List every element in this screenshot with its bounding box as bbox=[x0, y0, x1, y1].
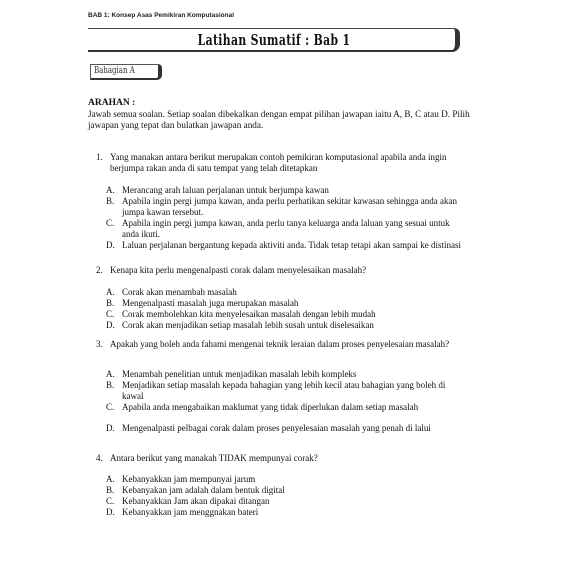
option-letter: B. bbox=[106, 380, 115, 390]
option-3b bbox=[106, 380, 466, 401]
option-letter: A. bbox=[106, 185, 115, 195]
page-title: Latihan Sumatif : Bab 1 bbox=[197, 31, 351, 49]
option-text: Corak akan menjadikan setiap masalah lebih susah untuk diselesaikan bbox=[122, 320, 374, 330]
option-4c bbox=[106, 496, 466, 507]
option-text: Kebanyakan jam adalah dalam bentuk digital bbox=[122, 485, 285, 495]
option-4a bbox=[106, 474, 466, 485]
option-letter: B. bbox=[106, 485, 115, 495]
option-text: Corak akan menambah masalah bbox=[122, 287, 237, 297]
option-1b bbox=[106, 196, 466, 217]
option-letter: A. bbox=[106, 287, 115, 297]
option-text: Mengenalpasti masalah juga merupakan masalah bbox=[122, 298, 299, 308]
option-2c bbox=[106, 309, 466, 320]
question-number: 2. bbox=[96, 265, 103, 275]
option-letter: D. bbox=[106, 240, 115, 250]
question-stem: Antara berikut yang manakah TIDAK mempunyai corak? bbox=[110, 453, 318, 463]
option-4b bbox=[106, 485, 466, 496]
option-2d bbox=[106, 320, 466, 331]
option-1a bbox=[106, 185, 466, 196]
question-number: 1. bbox=[96, 152, 103, 162]
question-number: 4. bbox=[96, 453, 103, 463]
option-text: Apabila anda mengabaikan maklumat yang tidak diperlukan dalam setiap masalah bbox=[122, 402, 419, 412]
option-text: Apabila ingin pergi jumpa kawan, anda perlu tanya keluarga anda laluan yang sesuai untuk anda ikuti. bbox=[122, 218, 450, 239]
question-3 bbox=[96, 339, 476, 350]
option-letter: A. bbox=[106, 369, 115, 379]
option-text: Kebanyakkan jam menggnakan bateri bbox=[122, 507, 259, 517]
option-1d bbox=[106, 240, 466, 251]
question-number: 3. bbox=[96, 339, 103, 349]
option-text: Menambah penelitian untuk menjadikan masalah lebih kompleks bbox=[122, 369, 357, 379]
option-letter: D. bbox=[106, 320, 115, 330]
option-text: Menjadikan setiap masalah kepada bahagian yang lebih kecil atau bahagian yang boleh di kawal bbox=[122, 380, 446, 401]
option-letter: C. bbox=[106, 496, 115, 506]
option-letter: C. bbox=[106, 402, 115, 412]
option-2a bbox=[106, 287, 466, 298]
option-text: Kebanyakkan jam mempunyai jarum bbox=[122, 474, 256, 484]
option-letter: B. bbox=[106, 298, 115, 308]
instructions-heading: ARAHAN : bbox=[88, 98, 136, 108]
option-text: Mengenalpasti pelbagai corak dalam proses penyelesaian masalah yang penah di lalui bbox=[122, 423, 431, 433]
option-3c bbox=[106, 402, 466, 413]
option-letter: C. bbox=[106, 309, 115, 319]
question-stem: Yang manakan antara berikut merupakan contoh pemikiran komputasional apabila anda ingin berjumpa rakan anda di satu tempat yang telah ditetapkan bbox=[110, 152, 447, 173]
question-2 bbox=[96, 265, 476, 276]
option-letter: C. bbox=[106, 218, 115, 228]
option-letter: A. bbox=[106, 474, 115, 484]
option-text: Apabila ingin pergi jumpa kawan, anda perlu perhatikan sekitar kawasan sehingga anda akan jumpa kawan tersebut. bbox=[122, 196, 457, 217]
option-4d bbox=[106, 507, 466, 518]
option-letter: B. bbox=[106, 196, 115, 206]
option-2b bbox=[106, 298, 466, 309]
option-letter: D. bbox=[106, 507, 115, 517]
question-1 bbox=[96, 152, 476, 173]
question-stem: Apakah yang boleh anda fahami mengenai teknik leraian dalam proses penyelesaian masalah? bbox=[110, 339, 450, 349]
section-label: Bahagian A bbox=[94, 66, 135, 76]
option-3a bbox=[106, 369, 466, 380]
question-stem: Kenapa kita perlu mengenalpasti corak dalam menyelesaikan masalah? bbox=[110, 265, 367, 275]
option-text: Laluan perjalanan bergantung kepada aktiviti anda. Tidak tetap tetapi akan sampai ke distinasi bbox=[122, 240, 461, 250]
option-text: Merancang arah laluan perjalanan untuk berjumpa kawan bbox=[122, 185, 329, 195]
option-text: Corak membolehkan kita menyelesaikan masalah dengan lebih mudah bbox=[122, 309, 376, 319]
option-text: Kebanyakkan Jam akan dipakai ditangan bbox=[122, 496, 270, 506]
option-1c bbox=[106, 218, 466, 239]
question-4 bbox=[96, 453, 476, 464]
instructions-body: Jawab semua soalan. Setiap soalan dibekalkan dengan empat pilihan jawapan iaitu A, B, C atau D. Pilih jawapan yang tepat dan bulatkan jawapan anda. bbox=[88, 109, 470, 130]
option-letter: D. bbox=[106, 423, 115, 433]
option-3d bbox=[106, 423, 466, 434]
chapter-header: BAB 1: Konsep Asas Pemikiran Komputasional bbox=[88, 12, 235, 19]
